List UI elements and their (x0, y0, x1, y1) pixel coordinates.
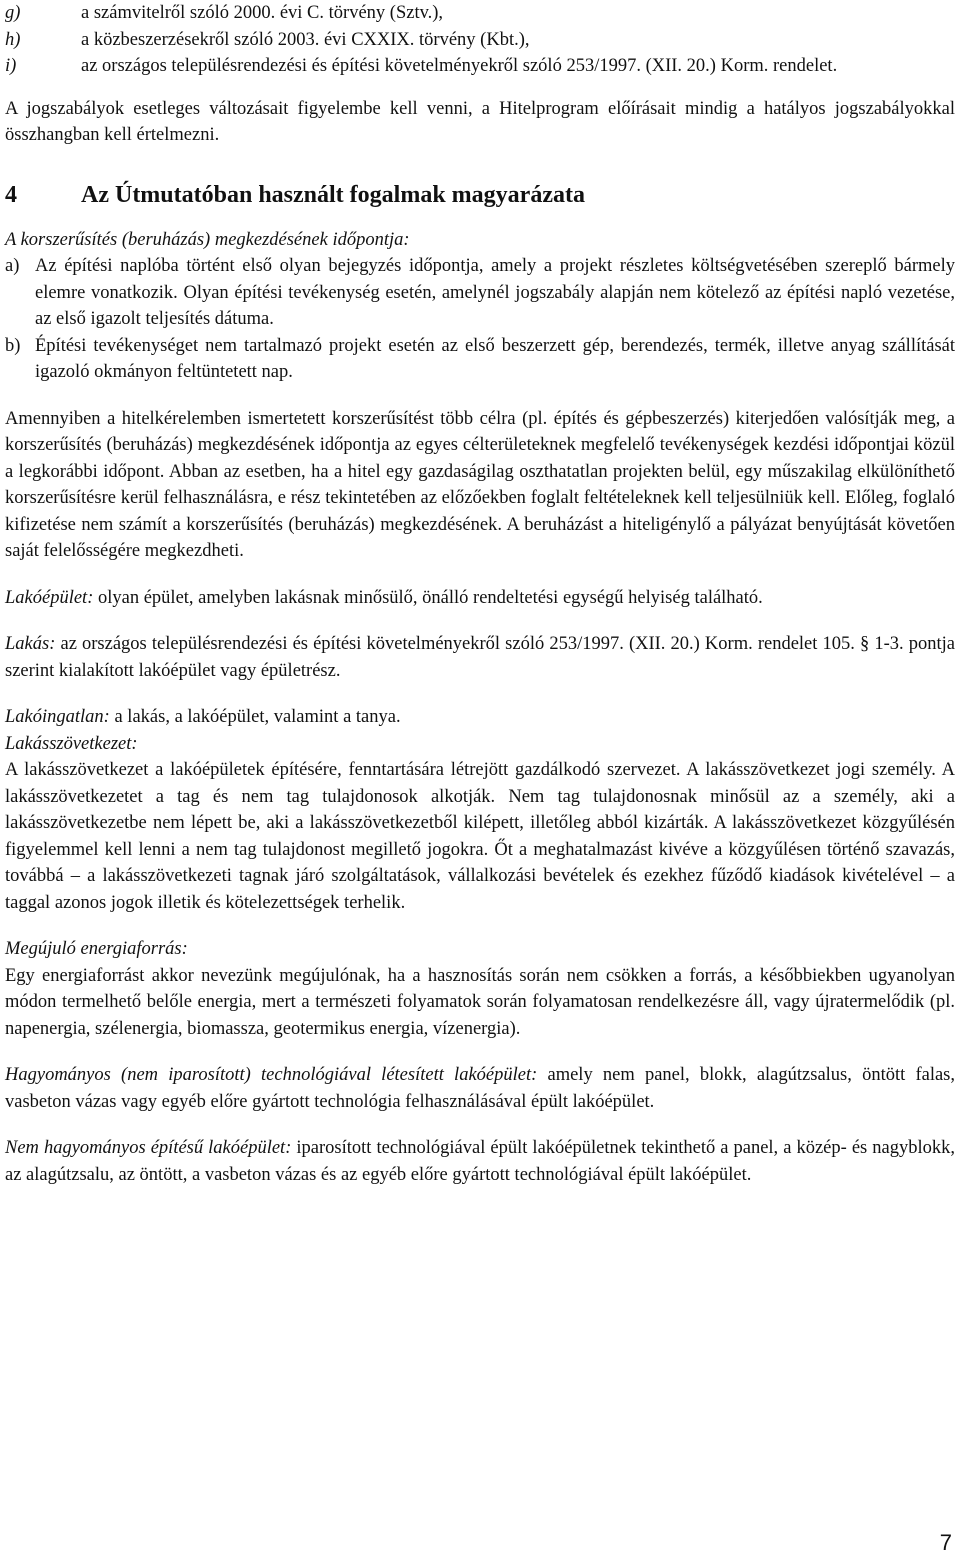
list-marker: b) (5, 335, 21, 356)
definition-text: az országos településrendezési és építési követelményekről szóló 253/1997. (XII. 20.) Korm. rendelet 105. § 1-3. pontja szerint kialakított lakóépület vagy épületrész. (5, 634, 955, 681)
intro-paragraph: A jogszabályok esetleges változásait figyelembe kell venni, a Hitelprogram előírásait mindig a hatályos jogszabályokkal összhangban kell értelmezni. (5, 98, 955, 145)
definition-nem-hagyomanyos (5, 1135, 955, 1188)
list-text: a számvitelről szóló 2000. évi C. törvény (Sztv.), (81, 3, 444, 23)
list-marker: g) (5, 3, 21, 23)
page-number: 7 (939, 1530, 952, 1555)
start-date-list (5, 253, 955, 386)
section-title: Az Útmutatóban használt fogalmak magyarázata (81, 181, 585, 208)
list-marker: a) (5, 256, 20, 276)
definition-lakoepulet (5, 585, 955, 612)
definition-term: Lakás: (5, 634, 56, 654)
section-heading (5, 180, 955, 210)
list-item (5, 253, 955, 333)
list-marker: h) (5, 29, 21, 50)
list-item (5, 27, 955, 54)
definition-term-lakasszovetkezet: Lakásszövetkezet: (5, 733, 138, 754)
list-text: a közbeszerzésekről szóló 2003. évi CXXIX. törvény (Kbt.), (81, 29, 530, 50)
definition-term-megujulo: Megújuló energiaforrás: (5, 939, 188, 959)
definition-term: Hagyományos (nem iparosított) technológiával létesített lakóépület: (5, 1065, 538, 1085)
definition-term: Lakóépület: (5, 587, 94, 608)
start-date-label: A korszerűsítés (beruházás) megkezdésének időpontja: (5, 229, 410, 250)
legislation-list (5, 0, 955, 80)
list-text: az országos településrendezési és építési követelményekről szóló 253/1997. (XII. 20.) Korm. rendelet. (81, 56, 838, 76)
definition-lakoingatlan (5, 704, 955, 731)
definition-text: olyan épület, amelyben lakásnak minősülő, önálló rendeltetési egységű helyiség található. (93, 587, 763, 608)
list-text: Építési tevékenységet nem tartalmazó projekt esetén az első beszerzett gép, berendezés, termék, illetve anyag szállítását igazoló okmányon feltüntetett nap. (35, 335, 955, 382)
list-marker: i) (5, 56, 17, 76)
section-number: 4 (5, 181, 17, 208)
definition-lakas (5, 631, 955, 684)
definition-text-megujulo: Egy energiaforrást akkor nevezünk megújulónak, ha a hasznosítás során nem csökken a forrás, a későbbiekben ugyanolyan módon termelhető belőle energia, mert a természeti folyamatok során folyamatosan rendelkezésre áll, vagy újratermelődik (pl. napenergia, szélenergia, biomassza, geotermikus energia, vízenergia). (5, 965, 955, 1039)
definition-text-lakasszovetkezet: A lakásszövetkezet a lakóépületek építésére, fenntartására létrejött gazdálkodó szervezet. A lakásszövetkezet jogi személy. A lakásszövetkezetet a tag és nem tag tulajdonosok alkotják. Nem tag tulajdonosnak minősül az a személy, aki a lakásszövetkezetbe nem lépett be, aki a lakásszövetkezetből kilépett, illetőleg abból kizárták. A lakásszövetkezet közgyűlésén figyelemmel kell lenni a nem tag tulajdonost megillető jogokra. Őt a meghatalmazást kivéve a közgyűlésen történő szavazás, továbbá – a lakásszövetkezeti tagnak járó szolgáltatások, vállalkozási bevételek és ezekhez fűződő kiadások kivételével – a taggal azonos jogok illetik és kötelezettségek terhelik. (5, 760, 955, 913)
definition-text: iparosított technológiával épült lakóépületnek tekinthető a panel, a közép- és nagyblokk, az alagútzsalu, az öntött, a vasbeton vázas és az egyéb előre gyártott technológiával épült lakóépület. (5, 1138, 955, 1185)
list-text: Az építési naplóba történt első olyan bejegyzés időpontja, amely a projekt részletes költségvetésében szereplő bármely elemre vonatkozik. Olyan építési tevékenység esetén, amelynél jogszabály alapján nem kötelező az építési napló vezetése, az első igazolt teljesítés dátuma. (35, 256, 955, 329)
definition-term: Lakóingatlan: (5, 707, 110, 727)
definition-term: Nem hagyományos építésű lakóépület: (5, 1138, 292, 1158)
definition-text: amely nem panel, blokk, alagútzsalus, öntött falas, vasbeton vázas vagy egyéb előre gyártott technológia felhasználásával épült lakóépület. (5, 1065, 956, 1112)
document-page (5, 0, 955, 1188)
definition-hagyomanyos (5, 1062, 955, 1115)
list-item (5, 53, 955, 80)
definition-text: a lakás, a lakóépület, valamint a tanya. (109, 707, 401, 727)
list-item (5, 333, 955, 386)
list-item (5, 0, 955, 27)
start-date-paragraph: Amennyiben a hitelkérelemben ismertetett korszerűsítést több célra (pl. építés és gépbeszerzés) kiterjedően valósítják meg, a korszerűsítés (beruházás) megkezdésének időpontja az egyes célterületeknek megfelelő tevékenységek kezdési időpontjai közül a legkorábbi időpont. Abban az esetben, ha a hitel egy gazdaságilag oszthatatlan projekten belül, egy műszakilag elkülöníthető korszerűsítésre kerül felhasználásra, e rész tekintetében az előzőekben foglalt feltételeknek kell teljesülniük kell. Előleg, foglaló kifizetése nem számít a korszerűsítés (beruházás) megkezdésének. A beruházást a hiteligénylő a pályázat benyújtását követően saját felelősségére megkezdheti. (5, 408, 955, 561)
